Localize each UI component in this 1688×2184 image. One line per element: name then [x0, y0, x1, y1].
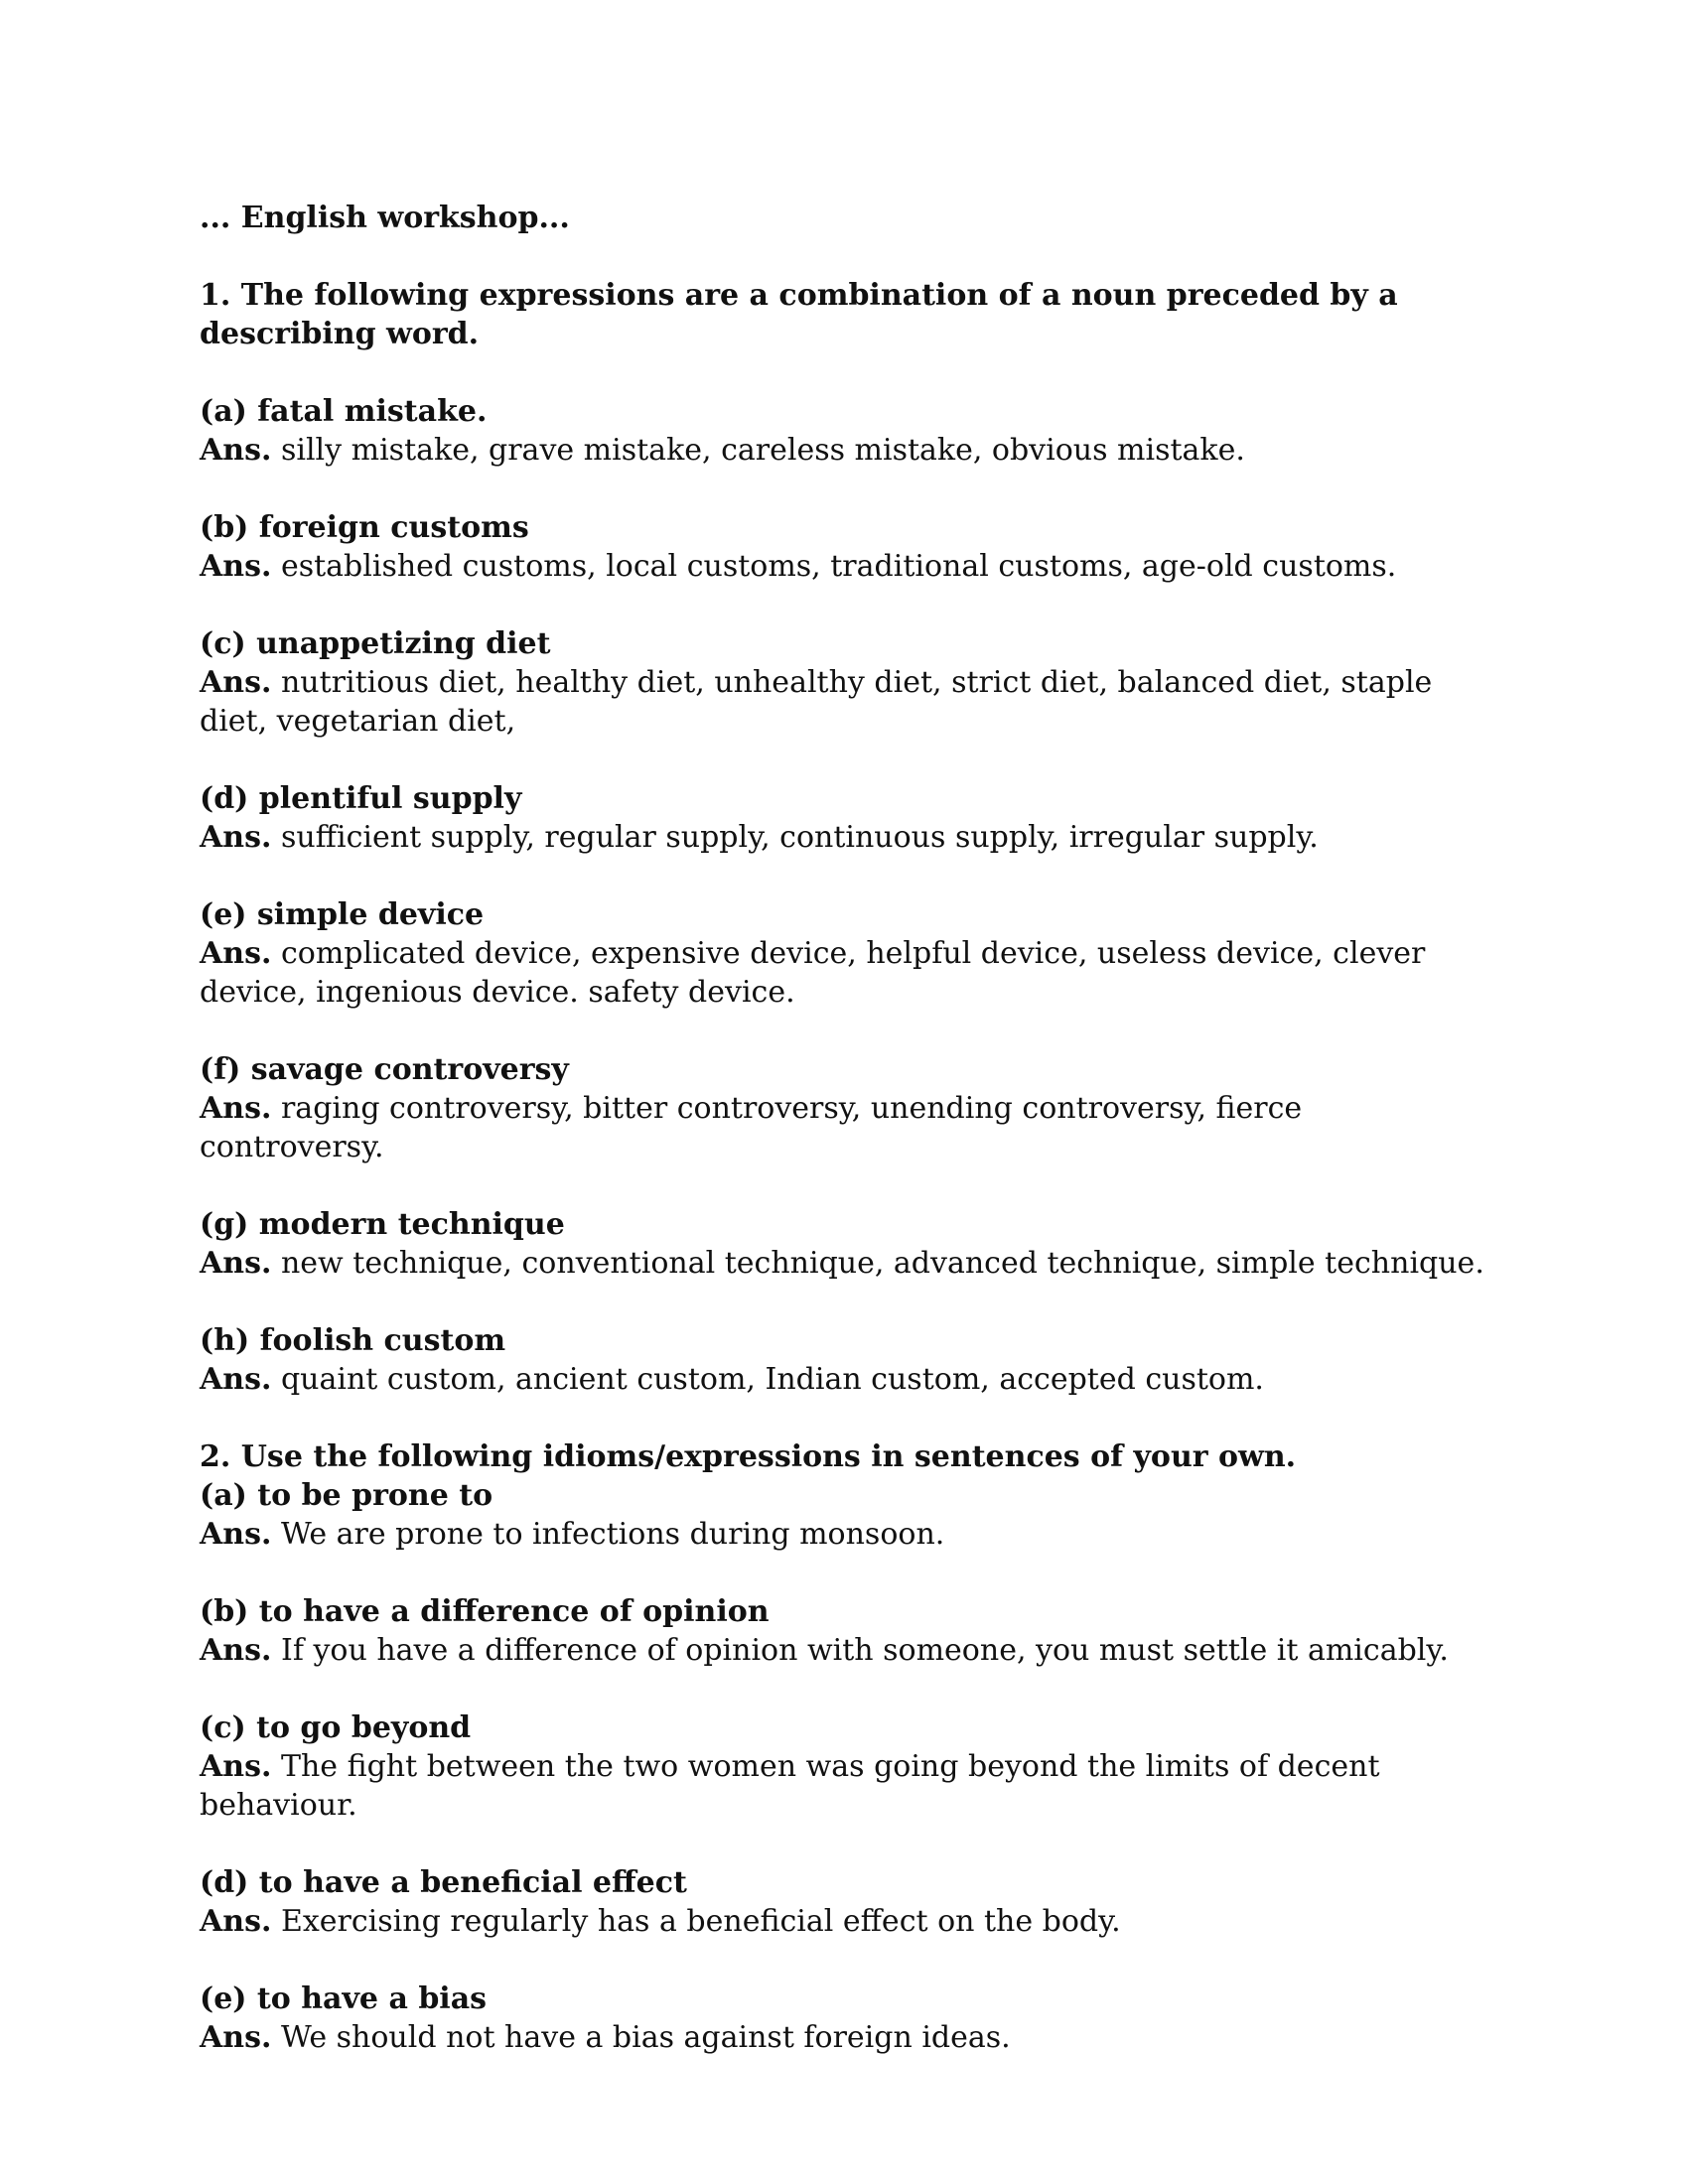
q2-item-answer [200, 1631, 1490, 1670]
answer-text: new technique, conventional technique, advanced technique, simple technique. [280, 1246, 1484, 1281]
answer-text: established customs, local customs, traditional customs, age-old customs. [280, 549, 1397, 584]
q2-item-a [200, 1476, 1490, 1554]
q2-item-answer [200, 2018, 1490, 2057]
question-2-heading: 2. Use the following idioms/expressions in sentences of your own. [200, 1439, 1297, 1474]
q1-item-answer [200, 1089, 1490, 1166]
q1-item-b [200, 508, 1490, 586]
q2-item-label: (b) to have a difference of opinion [200, 1594, 770, 1629]
ans-tag: Ans. [200, 1517, 272, 1552]
q1-item-answer [200, 547, 1490, 586]
ans-tag: Ans. [200, 936, 272, 971]
q2-item-c [200, 1708, 1490, 1825]
question-1-items [200, 392, 1490, 1399]
q1-item-answer [200, 431, 1490, 470]
q1-item-answer [200, 934, 1490, 1012]
q1-item-e [200, 895, 1490, 1012]
answer-text: silly mistake, grave mistake, careless mistake, obvious mistake. [280, 433, 1245, 468]
q1-item-label: (b) foreign customs [200, 510, 529, 545]
q2-item-answer [200, 1747, 1490, 1825]
answer-text: Exercising regularly has a beneficial effect on the body. [280, 1904, 1121, 1939]
ans-tag: Ans. [200, 820, 272, 855]
ans-tag: Ans. [200, 665, 272, 700]
q1-item-f [200, 1050, 1490, 1166]
ans-tag: Ans. [200, 1091, 272, 1126]
document-title: ... English workshop... [200, 201, 570, 235]
q2-item-label: (d) to have a beneficial effect [200, 1865, 687, 1900]
document-page [200, 199, 1490, 2057]
q1-item-label: (h) foolish custom [200, 1323, 506, 1358]
q1-item-answer [200, 1244, 1490, 1283]
q1-item-g [200, 1205, 1490, 1283]
q1-item-label: (f) savage controversy [200, 1052, 569, 1087]
ans-tag: Ans. [200, 549, 272, 584]
answer-text: raging controversy, bitter controversy, unending controversy, fierce controversy. [200, 1091, 1303, 1164]
q2-item-answer [200, 1515, 1490, 1554]
q1-item-label: (a) fatal mistake. [200, 394, 488, 429]
q1-item-h [200, 1321, 1490, 1399]
q1-item-label: (g) modern technique [200, 1207, 565, 1242]
q1-item-a [200, 392, 1490, 470]
ans-tag: Ans. [200, 1362, 272, 1397]
ans-tag: Ans. [200, 1749, 272, 1784]
q1-item-d [200, 779, 1490, 857]
ans-tag: Ans. [200, 1633, 272, 1668]
q1-item-c [200, 624, 1490, 741]
ans-tag: Ans. [200, 1246, 272, 1281]
q1-item-answer [200, 663, 1490, 741]
answer-text: We are prone to infections during monsoon. [280, 1517, 945, 1552]
q2-item-label: (a) to be prone to [200, 1478, 493, 1513]
q2-item-answer [200, 1902, 1490, 1941]
q1-item-answer [200, 1360, 1490, 1399]
q1-item-label: (c) unappetizing diet [200, 626, 551, 661]
answer-text: quaint custom, ancient custom, Indian custom, accepted custom. [280, 1362, 1264, 1397]
q2-item-b [200, 1592, 1490, 1670]
ans-tag: Ans. [200, 1904, 272, 1939]
question-2-section [200, 1437, 1490, 2057]
ans-tag: Ans. [200, 433, 272, 468]
question-1-heading: 1. The following expressions are a combination of a noun preceded by a describing word. [200, 278, 1398, 351]
answer-text: nutritious diet, healthy diet, unhealthy diet, strict diet, balanced diet, staple diet, vegetarian diet, [200, 665, 1433, 739]
answer-text: We should not have a bias against foreign ideas. [280, 2020, 1011, 2055]
q1-item-label: (e) simple device [200, 897, 485, 932]
answer-text: sufficient supply, regular supply, continuous supply, irregular supply. [280, 820, 1319, 855]
q2-item-label: (e) to have a bias [200, 1981, 488, 2016]
q2-item-label: (c) to go beyond [200, 1710, 472, 1745]
q2-item-e [200, 1979, 1490, 2057]
answer-text: The fight between the two women was going beyond the limits of decent behaviour. [200, 1749, 1380, 1823]
answer-text: If you have a difference of opinion with someone, you must settle it amicably. [280, 1633, 1449, 1668]
q1-item-answer [200, 818, 1490, 857]
q2-item-d [200, 1863, 1490, 1941]
q1-item-label: (d) plentiful supply [200, 781, 522, 816]
answer-text: complicated device, expensive device, helpful device, useless device, clever device, ingenious device. safety device. [200, 936, 1426, 1010]
ans-tag: Ans. [200, 2020, 272, 2055]
